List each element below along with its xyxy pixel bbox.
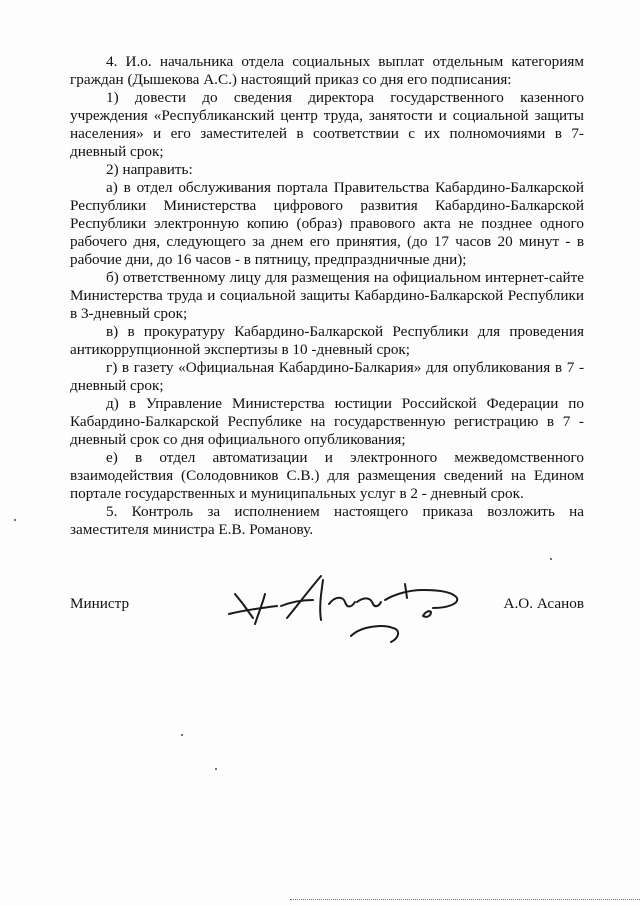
paragraph-subitem-g: г) в газету «Официальная Кабардино-Балкария» для опубликования в 7 - дневный срок; bbox=[70, 359, 584, 394]
paragraph-subitem-v: в) в прокуратуру Кабардино-Балкарской Республики для проведения антикоррупционной экспертизы в 10 -дневный срок; bbox=[70, 323, 584, 358]
paragraph-subitem-b: б) ответственному лицу для размещения на официальном интернет-сайте Министерства труда и социальной защиты Кабардино-Балкарской Республики в 3-дневный срок; bbox=[70, 269, 584, 322]
paragraph-subitem-a: а) в отдел обслуживания портала Правительства Кабардино-Балкарской Республики Министерства цифрового развития Кабардино-Балкарской Республики электронную копию (образ) правового акта не позднее одного рабочего дня, следующего за днем его принятия, (до 17 часов 20 минут - в рабочие дни, до 16 часов - в пятницу, предпраздничные дни); bbox=[70, 179, 584, 268]
document-body bbox=[70, 53, 584, 539]
signer-name: А.О. Асанов bbox=[503, 595, 584, 612]
signer-title: Министр bbox=[70, 595, 130, 612]
scan-speck bbox=[550, 558, 552, 560]
scan-speck bbox=[14, 519, 16, 521]
paragraph-subitem-e: е) в отдел автоматизации и электронного межведомственного взаимодействия (Солодовников С.В.) для размещения сведений на Едином портале государственных и муниципальных услуг в 2 - дневный срок. bbox=[70, 449, 584, 502]
paragraph-subitem-2: 2) направить: bbox=[106, 161, 193, 178]
scan-speck bbox=[181, 734, 183, 736]
paragraph-subitem-1: 1) довести до сведения директора государственного казенного учреждения «Республиканский центр труда, занятости и социальной защиты населения» и его заместителей в соответствии с их полномочиями в 7-дневный срок; bbox=[70, 89, 584, 160]
handwritten-signature bbox=[225, 568, 475, 658]
scan-speck bbox=[215, 768, 217, 770]
paragraph-item-4: 4. И.о. начальника отдела социальных выплат отдельным категориям граждан (Дышекова А.С.) настоящий приказ со дня его подписания: bbox=[70, 53, 584, 88]
bottom-edge-line bbox=[290, 899, 640, 900]
paragraph-subitem-d: д) в Управление Министерства юстиции Российской Федерации по Кабардино-Балкарской Республике на государственную регистрацию в 7 - дневный срок со дня официального опубликования; bbox=[70, 395, 584, 448]
paragraph-item-5: 5. Контроль за исполнением настоящего приказа возложить на заместителя министра Е.В. Романову. bbox=[70, 503, 584, 538]
